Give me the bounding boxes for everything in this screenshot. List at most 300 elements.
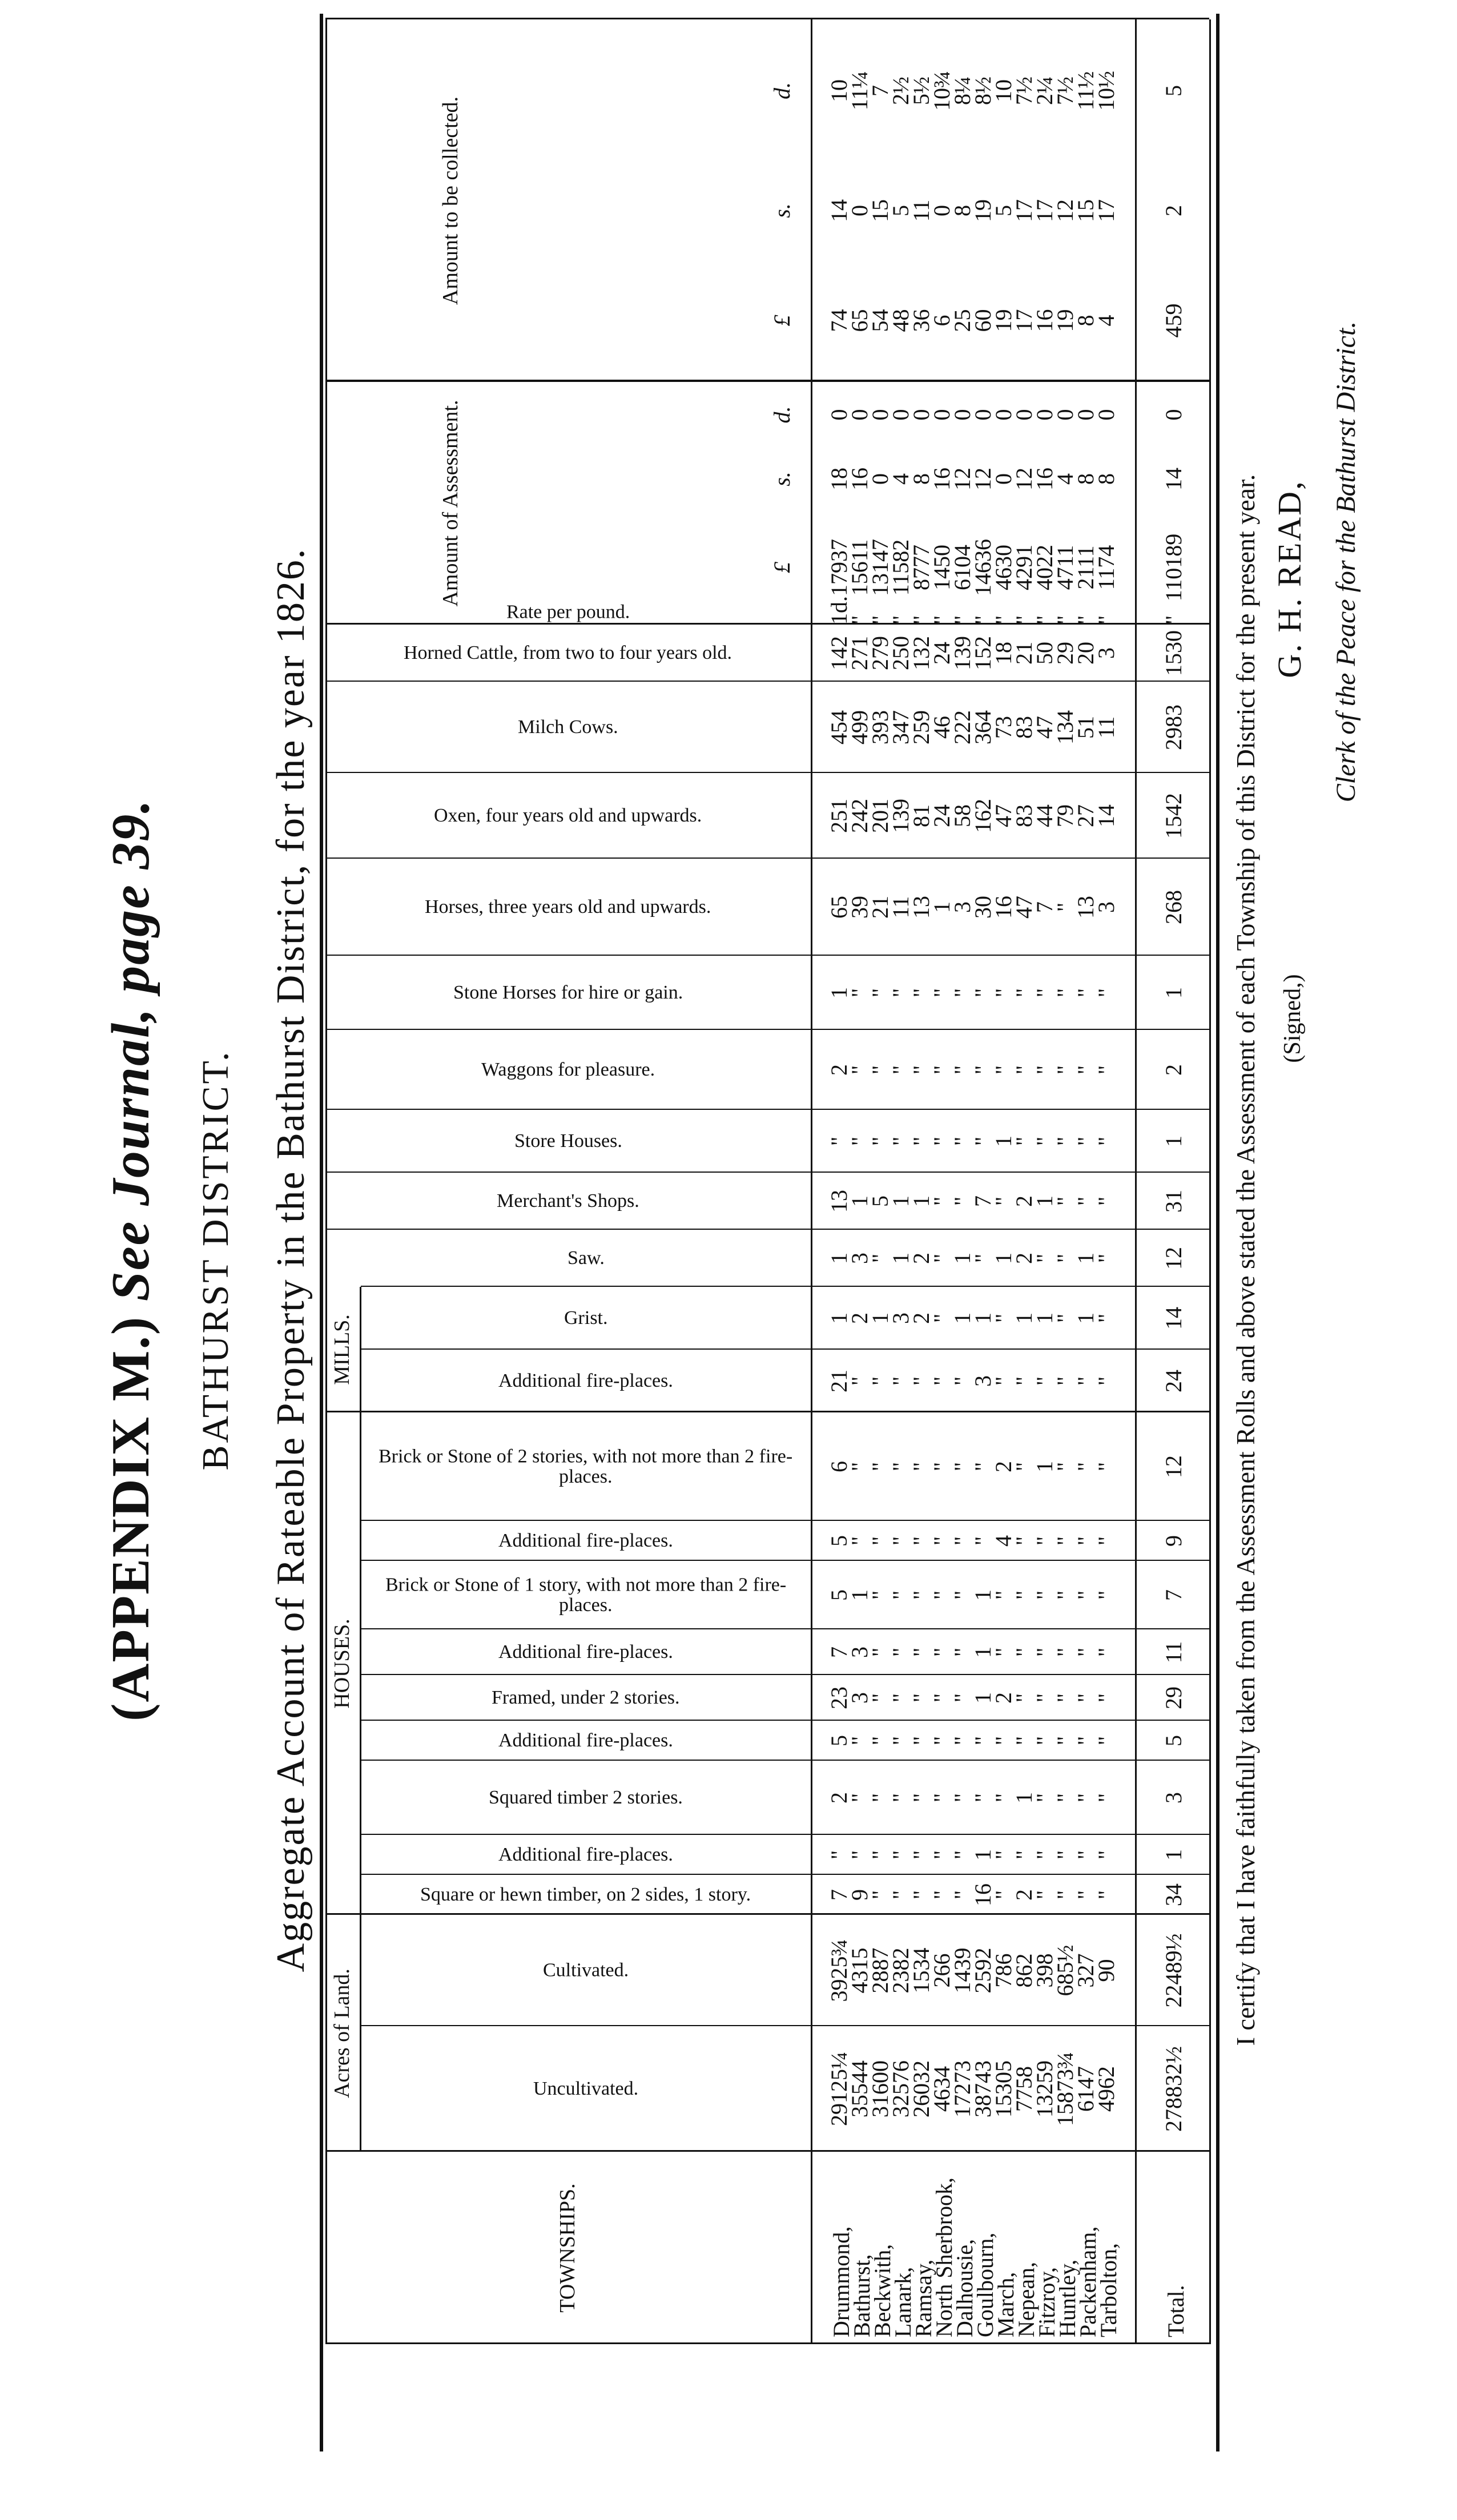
table-row-cell: " — [1073, 1590, 1098, 1600]
table-row-cell: 32576 — [888, 2060, 913, 2118]
table-row-cell: 1 — [949, 1253, 975, 1264]
total-row-cell: 1 — [1161, 1136, 1186, 1147]
table-row-cell: " — [847, 1850, 872, 1860]
district-heading: BATHURST DISTRICT. — [195, 1049, 236, 1471]
table-row-cell: " — [1011, 1736, 1037, 1746]
assessment-header: Amount of Assessment. — [438, 400, 463, 607]
table-row-cell: 11 — [1093, 716, 1119, 739]
column-header-grist: Grist. — [564, 1307, 608, 1329]
signatory-position: Clerk of the Peace for the Bathurst District. — [1331, 321, 1361, 803]
table-row-cell: 1 — [970, 1849, 996, 1861]
table-row-name: Packenham, — [1075, 2226, 1101, 2337]
table-row-cell: " — [888, 1890, 913, 1900]
table-row-cell: 83 — [1011, 804, 1037, 827]
table-row-cell: " — [991, 1890, 1016, 1900]
table-row-cell: " — [949, 1376, 975, 1386]
table-row-cell: 13 — [826, 1190, 852, 1213]
collected-header: Amount to be collected. — [438, 96, 463, 305]
column-header-oxen: Oxen, four years old and upwards. — [434, 805, 702, 827]
table-row-cell: " — [970, 1462, 996, 1472]
table-caption: Aggregate Account of Rateable Property in the Bathurst District, for the year 1826. — [269, 548, 313, 1972]
table-row-name: Fitzroy, — [1034, 2267, 1060, 2337]
table-row-cell: " — [991, 1736, 1016, 1746]
table-row-cell: 1 — [1011, 1792, 1037, 1804]
table-row-name: Dalhousie, — [952, 2239, 977, 2337]
table-row-cell: 54 — [867, 309, 893, 332]
collected-unit-d: d. — [769, 82, 795, 99]
column-header-brick_1: Brick or Stone of 1 story, with not more than 2 fire-places. — [385, 1574, 787, 1616]
table-row-cell: " — [1093, 1647, 1119, 1657]
acres-header: Acres of Land. — [330, 1969, 355, 2098]
assessment-unit-l: £ — [769, 562, 795, 573]
table-row-cell: " — [888, 1462, 913, 1472]
table-row-cell: 6 — [826, 1461, 852, 1472]
table-row-cell: " — [1093, 615, 1119, 625]
table-row-cell: " — [970, 1253, 996, 1263]
table-row-cell: 58 — [949, 804, 975, 827]
table-row-cell: " — [929, 1376, 955, 1386]
table-row-cell: 1 — [1011, 1313, 1037, 1324]
table-top-border — [325, 19, 327, 2344]
table-row-cell: " — [867, 1693, 893, 1703]
column-header-saw: Saw. — [567, 1247, 605, 1269]
table-row-cell: 27 — [1073, 804, 1098, 827]
table-row-cell: " — [929, 1693, 955, 1703]
table-row-cell: 17 — [1011, 309, 1037, 332]
table-row-cell: " — [847, 1065, 872, 1075]
table-row-cell: " — [826, 1136, 852, 1146]
table-row-cell: " — [1052, 1890, 1078, 1900]
table-bottom-border — [1209, 19, 1211, 2344]
table-row-cell: 13147 — [867, 539, 893, 596]
table-row-cell: 2592 — [970, 1947, 996, 1994]
table-row-cell: 251 — [826, 799, 852, 833]
table-row-cell: " — [949, 1647, 975, 1657]
table-row-cell: " — [1052, 1693, 1078, 1703]
table-row-cell: 132 — [908, 636, 934, 670]
journal-reference: See Journal, page 39. — [101, 799, 160, 1302]
table-row-cell: " — [1073, 1850, 1098, 1860]
table-row-cell: " — [1073, 1065, 1098, 1075]
table-row-name: Nepean, — [1013, 2261, 1039, 2337]
table-row-cell: " — [888, 1647, 913, 1657]
table-row-cell: 38743 — [970, 2060, 996, 2118]
table-row-cell: 2½ — [888, 77, 913, 105]
table-row-cell: 398 — [1032, 1953, 1057, 1988]
table-row-cell: " — [1011, 988, 1037, 998]
table-row-cell: 1 — [970, 1313, 996, 1324]
column-header-addl_4: Additional fire-places. — [498, 1530, 673, 1552]
table-row-cell: " — [1093, 1793, 1119, 1803]
table-row-cell: 18 — [991, 642, 1016, 665]
total-row-cell: 34 — [1161, 1883, 1186, 1906]
table-row-cell: " — [929, 1736, 955, 1746]
total-row-cell: 5 — [1161, 1735, 1186, 1746]
table-row-cell: 20 — [1073, 642, 1098, 665]
table-row-cell: " — [1073, 1793, 1098, 1803]
table-row-cell: " — [991, 1647, 1016, 1657]
table-row-cell: 2 — [1011, 1253, 1037, 1264]
table-row-cell: " — [1011, 1590, 1037, 1600]
table-row-cell: 6 — [929, 315, 955, 327]
table-row-cell: " — [1093, 1253, 1119, 1263]
table-row-cell: " — [929, 1065, 955, 1075]
table-row-name: Drummond, — [828, 2226, 854, 2337]
table-row-cell: " — [949, 1462, 975, 1472]
table-row-cell: 36 — [908, 309, 934, 332]
table-row-cell: " — [991, 615, 1016, 625]
table-row-name: North Sherbrook, — [931, 2177, 957, 2337]
table-row-cell: 11½ — [1073, 71, 1098, 111]
table-row-cell: " — [888, 615, 913, 625]
table-row-cell: " — [1052, 1196, 1078, 1206]
table-row-cell: " — [1011, 1376, 1037, 1386]
table-row-cell: 0 — [867, 473, 893, 485]
table-row-cell: 12 — [1011, 468, 1037, 490]
appendix-title — [100, 0, 162, 2520]
table-row-cell: 12 — [970, 468, 996, 490]
table-row-cell: " — [908, 1376, 934, 1386]
table-row-cell: 24 — [929, 642, 955, 665]
table-row-cell: 0 — [826, 409, 852, 421]
group-rule — [360, 1287, 361, 1412]
table-row-cell: " — [1011, 1536, 1037, 1546]
table-row-cell: " — [1032, 1890, 1057, 1900]
table-row-cell: " — [991, 988, 1016, 998]
table-row-cell: " — [847, 1736, 872, 1746]
table-row-cell: 1d. — [826, 596, 852, 625]
table-row-cell: 1 — [908, 1195, 934, 1207]
table-row-cell: " — [1052, 1462, 1078, 1472]
table-row-cell: 18 — [826, 468, 852, 490]
table-row-cell: " — [970, 1736, 996, 1746]
table-row-cell: 25 — [949, 309, 975, 332]
signed-note: (Signed,) — [1279, 974, 1306, 1063]
total-row-cell: 29 — [1161, 1686, 1186, 1709]
table-row-cell: 7 — [1032, 901, 1057, 913]
table-row-cell: 7 — [970, 1195, 996, 1207]
table-row-cell: 10½ — [1093, 71, 1119, 111]
table-row-cell: 3 — [1093, 901, 1119, 913]
table-row-cell: 31600 — [867, 2060, 893, 2118]
total-row-cell: 24 — [1161, 1370, 1186, 1392]
table-row-cell: " — [908, 988, 934, 998]
table-row-cell: 24 — [929, 804, 955, 827]
bottom-rule — [1216, 14, 1219, 2451]
table-row-cell: 1 — [1032, 1195, 1057, 1207]
column-header-sq_timber_1: Square or hewn timber, on 2 sides, 1 story. — [420, 1884, 751, 1906]
table-row-cell: 16 — [1032, 309, 1057, 332]
table-row-cell: 29125¼ — [826, 2052, 852, 2126]
table-row-cell: 21 — [867, 896, 893, 919]
table-row-cell: 14 — [826, 199, 852, 222]
table-row-cell: 1 — [970, 1647, 996, 1658]
total-row-cell: 459 — [1161, 303, 1186, 338]
table-row-cell: 12 — [949, 468, 975, 490]
table-row-cell: 83 — [1011, 716, 1037, 739]
table-row-cell: 2 — [908, 1253, 934, 1264]
total-row-cell: 268 — [1161, 890, 1186, 924]
table-row-cell: 17 — [1093, 199, 1119, 222]
table-row-cell: " — [929, 1890, 955, 1900]
total-row-cell: 0 — [1161, 409, 1186, 421]
table-row-cell: 79 — [1052, 804, 1078, 827]
table-row-cell: 2 — [826, 1064, 852, 1076]
table-row-cell: 50 — [1032, 642, 1057, 665]
table-row-cell: " — [1073, 615, 1098, 625]
table-row-cell: 4 — [1052, 473, 1078, 485]
table-row-cell: 10 — [991, 79, 1016, 102]
table-row-cell: 4962 — [1093, 2066, 1119, 2112]
table-row-cell: 15873¾ — [1052, 2052, 1078, 2126]
table-row-cell: " — [991, 1376, 1016, 1386]
table-row-cell: " — [867, 1736, 893, 1746]
table-row-cell: 8777 — [908, 545, 934, 590]
total-row-cell: 11 — [1161, 1641, 1186, 1664]
table-row-cell: " — [1032, 1793, 1057, 1803]
table-row-cell: 13 — [1073, 896, 1098, 919]
table-row-cell: " — [949, 1536, 975, 1546]
table-row-cell: " — [1032, 1647, 1057, 1657]
table-row-cell: " — [929, 1136, 955, 1146]
table-row-cell: 47 — [1032, 716, 1057, 739]
table-row-name: March, — [993, 2272, 1019, 2337]
table-row-cell: " — [970, 615, 996, 625]
table-row-cell: 2¼ — [1032, 77, 1057, 105]
table-row-cell: 142 — [826, 636, 852, 670]
table-row-cell: 1 — [1073, 1313, 1098, 1324]
column-header-addl_1: Additional fire-places. — [498, 1844, 673, 1866]
total-row-cell: 7 — [1161, 1589, 1186, 1601]
table-row-cell: " — [847, 1376, 872, 1386]
table-row-cell: " — [929, 1590, 955, 1600]
table-row-cell: 7 — [826, 1647, 852, 1658]
table-row-cell: 1 — [847, 1589, 872, 1601]
table-row-cell: 499 — [847, 710, 872, 744]
table-row-cell: 4 — [888, 473, 913, 485]
table-row-cell: 8 — [1073, 315, 1098, 327]
table-row-cell: " — [949, 1693, 975, 1703]
table-row-cell: 347 — [888, 710, 913, 744]
group-rule — [360, 1915, 361, 2152]
table-row-cell: " — [929, 1313, 955, 1323]
table-row-cell: 1534 — [908, 1947, 934, 1994]
table-row-cell: 134 — [1052, 710, 1078, 744]
table-row-cell: " — [1093, 1376, 1119, 1386]
table-row-cell: " — [888, 1736, 913, 1746]
table-row-cell: " — [949, 1736, 975, 1746]
table-row-cell: " — [1093, 1196, 1119, 1206]
table-row-cell: " — [1032, 1065, 1057, 1075]
table-row-cell: 11582 — [888, 539, 913, 596]
table-row-cell: 4 — [1093, 315, 1119, 327]
total-row-cell: 278832½ — [1161, 2046, 1186, 2132]
table-row-cell: 16 — [929, 468, 955, 490]
table-row-name: Goulbourn, — [972, 2232, 998, 2337]
table-row-cell: 8½ — [970, 77, 996, 105]
table-row-cell: " — [991, 1196, 1016, 1206]
table-row-cell: " — [970, 1136, 996, 1146]
table-row-cell: " — [949, 1136, 975, 1146]
table-row-cell: " — [847, 988, 872, 998]
table-row-cell: " — [970, 988, 996, 998]
table-row-cell: " — [1073, 1693, 1098, 1703]
total-row-name: Total. — [1163, 2285, 1189, 2337]
signatory-name: G. H. READ, — [1271, 480, 1308, 678]
table-row-cell: " — [826, 1850, 852, 1860]
table-row-cell: 1439 — [949, 1947, 975, 1994]
table-row-cell: " — [949, 615, 975, 625]
table-row-cell: " — [1032, 988, 1057, 998]
table-row-cell: 5 — [826, 1735, 852, 1746]
certification-text: I certify that I have faithfully taken from the Assessment Rolls and above stated the Assessment of each Township of this District for the present year. — [1231, 474, 1260, 2046]
table-row-cell: 65 — [847, 309, 872, 332]
table-row-cell: " — [888, 988, 913, 998]
table-row-cell: 9 — [847, 1889, 872, 1901]
table-row-cell: " — [949, 988, 975, 998]
total-row-cell: 31 — [1161, 1190, 1186, 1213]
table-row-cell: 47 — [991, 804, 1016, 827]
table-row-cell: " — [1032, 1693, 1057, 1703]
table-row-cell: 47 — [1011, 896, 1037, 919]
table-row-cell: " — [991, 1590, 1016, 1600]
table-row-cell: 0 — [1093, 409, 1119, 421]
table-row-cell: 3 — [970, 1375, 996, 1387]
table-row-cell: 266 — [929, 1953, 955, 1988]
table-row-cell: 17 — [1011, 199, 1037, 222]
table-row-cell: 259 — [908, 710, 934, 744]
table-row-name: Bathurst, — [849, 2254, 875, 2337]
table-row-cell: 862 — [1011, 1953, 1037, 1988]
table-row-cell: 16 — [847, 468, 872, 490]
table-row-cell: " — [1032, 1136, 1057, 1146]
assessment-unit-s: s. — [769, 472, 795, 486]
table-row-cell: 1 — [826, 1313, 852, 1324]
table-row-cell: 7½ — [1011, 77, 1037, 105]
table-row-cell: " — [1093, 1850, 1119, 1860]
table-row-cell: " — [929, 1253, 955, 1263]
table-row-cell: " — [1073, 1890, 1098, 1900]
table-row-cell: " — [908, 1850, 934, 1860]
table-row-cell: " — [847, 1462, 872, 1472]
table-row-cell: " — [1052, 1065, 1078, 1075]
table-row-cell: " — [908, 1065, 934, 1075]
table-row-cell: " — [1093, 1065, 1119, 1075]
table-row-cell: 4022 — [1032, 545, 1057, 590]
table-row-cell: " — [949, 1065, 975, 1075]
table-row-cell: " — [929, 1536, 955, 1546]
table-row-cell: 5 — [867, 1195, 893, 1207]
table-row-cell: " — [1093, 988, 1119, 998]
column-header-addl_5: Additional fire-places. — [498, 1370, 673, 1392]
table-row-cell: 250 — [888, 636, 913, 670]
table-row-cell: 0 — [867, 409, 893, 421]
table-row-cell: 152 — [970, 636, 996, 670]
table-row-cell: " — [1052, 988, 1078, 998]
table-row-cell: 7 — [826, 1889, 852, 1901]
table-row-cell: " — [949, 1793, 975, 1803]
table-row-cell: " — [929, 1850, 955, 1860]
table-row-cell: 51 — [1073, 716, 1098, 739]
table-row-cell: 3 — [847, 1253, 872, 1264]
table-row-cell: 1450 — [929, 545, 955, 590]
table-row-cell: " — [1011, 1647, 1037, 1657]
table-row-cell: " — [847, 1536, 872, 1546]
table-row-cell: " — [888, 1850, 913, 1860]
column-header-horses: Horses, three years old and upwards. — [425, 896, 711, 918]
table-row-cell: " — [1073, 1736, 1098, 1746]
table-row-cell: 0 — [991, 473, 1016, 485]
table-row-cell: 48 — [888, 309, 913, 332]
total-rule — [1135, 19, 1137, 2344]
column-header-brick_2: Brick or Stone of 2 stories, with not more than 2 fire-places. — [379, 1446, 793, 1487]
table-row-cell: 1 — [929, 901, 955, 913]
table-row-cell: " — [929, 988, 955, 998]
table-row-cell: 0 — [949, 409, 975, 421]
total-row-cell: 3 — [1161, 1792, 1186, 1804]
table-row-cell: 8 — [908, 473, 934, 485]
table-row-cell: " — [1011, 1462, 1037, 1472]
table-row-cell: 8 — [1093, 473, 1119, 485]
table-row-cell: " — [847, 1793, 872, 1803]
table-row-cell: " — [1073, 1376, 1098, 1386]
table-row-cell: " — [1093, 1693, 1119, 1703]
total-row-cell: 22489½ — [1161, 1933, 1186, 2008]
column-header-store: Store Houses. — [514, 1130, 622, 1152]
table-row-cell: " — [1032, 1253, 1057, 1263]
table-row-cell: " — [867, 615, 893, 625]
table-row-cell: 17937 — [826, 539, 852, 596]
table-row-cell: " — [908, 1736, 934, 1746]
table-row-cell: " — [1073, 988, 1098, 998]
table-row-cell: " — [970, 1793, 996, 1803]
table-row-cell: 4634 — [929, 2066, 955, 2112]
table-row-cell: 21 — [826, 1370, 852, 1392]
table-row-cell: " — [1032, 615, 1057, 625]
table-row-cell: 0 — [847, 205, 872, 216]
table-row-cell: 2 — [991, 1461, 1016, 1472]
table-row-cell: 0 — [908, 409, 934, 421]
table-row-cell: 162 — [970, 799, 996, 833]
table-row-cell: " — [1032, 1590, 1057, 1600]
table-row-cell: " — [867, 1376, 893, 1386]
table-row-cell: " — [1052, 615, 1078, 625]
table-row-cell: 0 — [1073, 409, 1098, 421]
total-row-cell: 2983 — [1161, 705, 1186, 750]
table-row-cell: " — [1052, 902, 1078, 912]
table-row-cell: " — [1052, 1647, 1078, 1657]
table-row-cell: 29 — [1052, 642, 1078, 665]
table-row-cell: " — [1032, 1376, 1057, 1386]
table-row-cell: 21 — [1011, 642, 1037, 665]
column-header-addl_2: Additional fire-places. — [498, 1730, 673, 1752]
table-row-cell: " — [1032, 1736, 1057, 1746]
appendix-label: (APPENDIX M.) — [101, 1315, 160, 1721]
table-row-cell: 454 — [826, 710, 852, 744]
table-row-cell: " — [1032, 1850, 1057, 1860]
table-row-cell: " — [908, 1647, 934, 1657]
table-row-cell: " — [1052, 1736, 1078, 1746]
table-row-cell: 5 — [826, 1535, 852, 1547]
table-row-cell: 2111 — [1073, 545, 1098, 590]
column-header-rate: Rate per pound. — [506, 601, 630, 623]
column-header-stone_horses: Stone Horses for hire or gain. — [453, 982, 683, 1004]
table-row-cell: " — [867, 1647, 893, 1657]
total-row-cell: 1542 — [1161, 793, 1186, 839]
table-row-cell: " — [1093, 1462, 1119, 1472]
table-row-cell: " — [908, 1890, 934, 1900]
table-row-cell: " — [867, 1462, 893, 1472]
